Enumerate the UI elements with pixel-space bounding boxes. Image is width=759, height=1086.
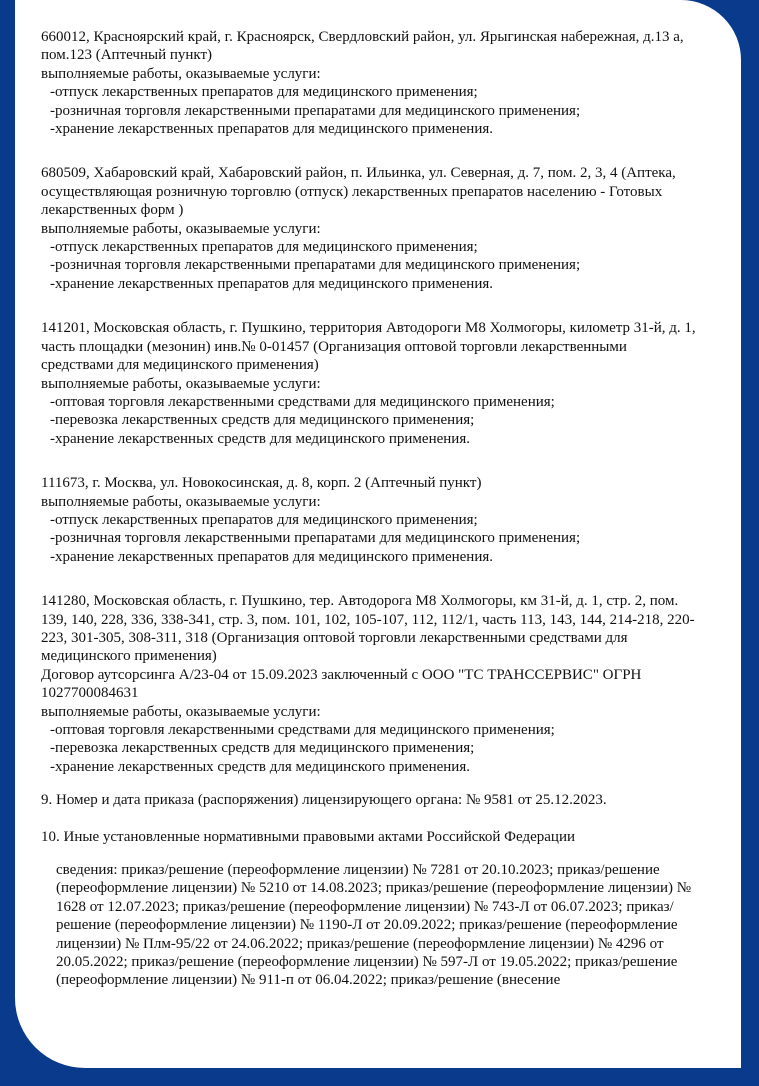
service-item: -хранение лекарственных препаратов для медицинского применения. xyxy=(50,548,494,565)
services-label: выполняемые работы, оказываемые услуги: xyxy=(41,220,321,237)
service-item: -оптовая торговля лекарственными средствами для медицинского применения; xyxy=(50,722,555,738)
service-item: -хранение лекарственных препаратов для медицинского применения. xyxy=(50,275,494,292)
service-item: -отпуск лекарственных препаратов для медицинского применения; xyxy=(50,511,478,528)
service-item: -розничная торговля лекарственными препаратами для медицинского применения; xyxy=(50,257,581,274)
address-text: 141280, Московская область, г. Пушкино, тер. Автодорога М8 Холмогоры, км 31-й, д. 1, стр. 2, пом. 139, 140, 228, 336, 338-341, стр. 3, пом. 101, 102, 105-107, 112, 112/1, часть 113, 143, 144, 214-218, 220-223, 301-305, 308-311, 318 (Организация оптовой торговли лекарственными средствами для медицинского применения) xyxy=(41,593,695,665)
order-number-item xyxy=(41,791,701,809)
services-label: выполняемые работы, оказываемые услуги: xyxy=(41,65,321,82)
address-block-4 xyxy=(41,474,701,566)
address-block-5 xyxy=(41,592,701,776)
service-item: -хранение лекарственных средств для медицинского применения. xyxy=(50,758,470,775)
address-block-1 xyxy=(41,28,701,138)
other-info-item xyxy=(41,828,701,990)
address-text: 141201, Московская область, г. Пушкино, территория Автодороги М8 Холмогоры, километр 31-й, д. 1, часть площадки (мезонин) инв.№ 0-01457 (Организация оптовой торговли лекарственными средствами для медицинского применения) xyxy=(41,320,696,374)
license-details xyxy=(41,28,701,1008)
address-text: 660012, Красноярский край, г. Красноярск, Свердловский район, ул. Ярыгинская набережная, д.13 а, пом.123 (Аптечный пункт) xyxy=(41,29,684,64)
services-label: выполняемые работы, оказываемые услуги: xyxy=(41,375,321,392)
service-item: -отпуск лекарственных препаратов для медицинского применения; xyxy=(50,84,478,101)
service-item: -перевозка лекарственных средств для медицинского применения; xyxy=(50,740,475,757)
service-item: -хранение лекарственных средств для медицинского применения. xyxy=(50,430,470,447)
address-text: 111673, г. Москва, ул. Новокосинская, д. 8, корп. 2 (Аптечный пункт) xyxy=(41,475,482,492)
document-sheet xyxy=(15,0,741,1068)
address-text: 680509, Хабаровский край, Хабаровский район, п. Ильинка, ул. Северная, д. 7, пом. 2, 3, 4 (Аптека, осуществляющая розничную торговлю (отпуск) лекарственных препаратов населению - Готовых лекарственных форм ) xyxy=(41,165,676,219)
other-info-body: сведения: приказ/решение (переоформление лицензии) № 7281 от 20.10.2023; приказ/решение (переоформление лицензии) № 5210 от 14.08.2023; приказ/решение (переоформление лицензии) № 1628 от 12.07.2023; приказ/решение (переоформление лицензии) № 743-Л от 06.07.2023; приказ/решение (переоформление лицензии) № 1190-Л от 20.09.2022; приказ/решение (переоформление лицензии) № Плм-95/22 от 24.06.2022; приказ/решение (переоформление лицензии) № 4296 от 20.05.2022; приказ/решение (переоформление лицензии) № 597-Л от 19.05.2022; приказ/решение (переоформление лицензии) № 911-п от 06.04.2022; приказ/решение (внесение xyxy=(56,862,692,989)
service-item: -перевозка лекарственных средств для медицинского применения; xyxy=(50,412,475,429)
address-block-2 xyxy=(41,164,701,293)
service-item: -хранение лекарственных препаратов для медицинского применения. xyxy=(50,121,494,138)
contract-text: Договор аутсорсинга А/23-04 от 15.09.2023 заключенный с ООО "ТС ТРАНССЕРВИС" ОГРН 1027700084631 xyxy=(41,666,642,702)
address-block-3 xyxy=(41,319,701,448)
other-info-heading: 10. Иные установленные нормативными правовыми актами Российской Федерации xyxy=(41,828,576,845)
services-label: выполняемые работы, оказываемые услуги: xyxy=(41,493,321,510)
service-item: -розничная торговля лекарственными препаратами для медицинского применения; xyxy=(50,530,581,547)
services-label: выполняемые работы, оказываемые услуги: xyxy=(41,703,321,720)
service-item: -отпуск лекарственных препаратов для медицинского применения; xyxy=(50,239,478,256)
order-number-text: 9. Номер и дата приказа (распоряжения) лицензирующего органа: № 9581 от 25.12.2023. xyxy=(41,792,607,809)
service-item: -розничная торговля лекарственными препаратами для медицинского применения; xyxy=(50,102,581,119)
service-item: -оптовая торговля лекарственными средствами для медицинского применения; xyxy=(50,393,555,410)
